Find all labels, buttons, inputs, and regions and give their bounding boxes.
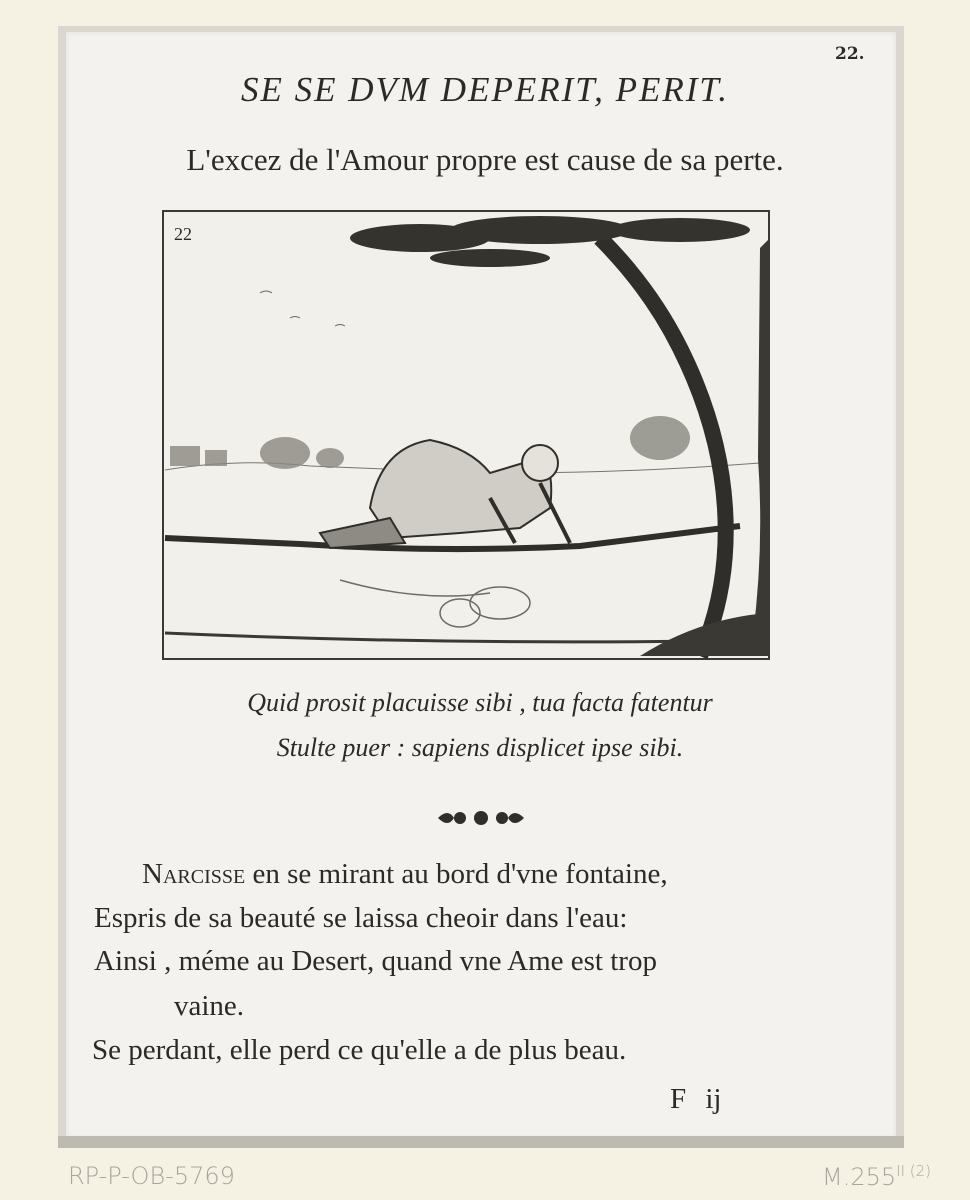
plate-number: 22: [174, 224, 192, 244]
french-verse-line-4: Se perdant, elle perd ce qu'elle a de plus beau.: [92, 1034, 627, 1066]
page-number: 22.: [835, 44, 865, 64]
catalogue-reference: [822, 1162, 931, 1191]
catalogue-sup: II (2): [896, 1162, 932, 1180]
mount-shadow: [58, 1136, 904, 1148]
fleuron-ornament-icon: [438, 803, 524, 837]
verse-line-1-rest: en se mirant au bord d'vne fontaine,: [245, 858, 668, 890]
latin-verse-line-1: Quid prosit placuisse sibi , tua facta fatentur: [247, 688, 713, 717]
emblem-subtitle: L'excez de l'Amour propre est cause de sa perte.: [186, 142, 784, 177]
catalogue-ref: M.255: [822, 1163, 897, 1191]
french-verse-line-1: [142, 858, 668, 891]
emblem-motto: SE SE DVM DEPERIT, PERIT.: [240, 70, 730, 109]
french-verse-line-3-continued: vaine.: [174, 990, 245, 1022]
latin-verse-line-2: Stulte puer : sapiens displicet ipse sibi.: [276, 733, 684, 762]
verse-initial-word: Narcisse: [142, 858, 246, 890]
french-verse-line-2: Espris de sa beauté se laissa cheoir dans l'eau:: [94, 902, 628, 934]
signature-mark: F ij: [670, 1083, 722, 1115]
engraving-narcissus: [160, 208, 772, 663]
inventory-number: RP-P-OB-5769: [68, 1162, 235, 1190]
french-verse-line-3: Ainsi , méme au Desert, quand vne Ame est trop: [94, 945, 657, 977]
